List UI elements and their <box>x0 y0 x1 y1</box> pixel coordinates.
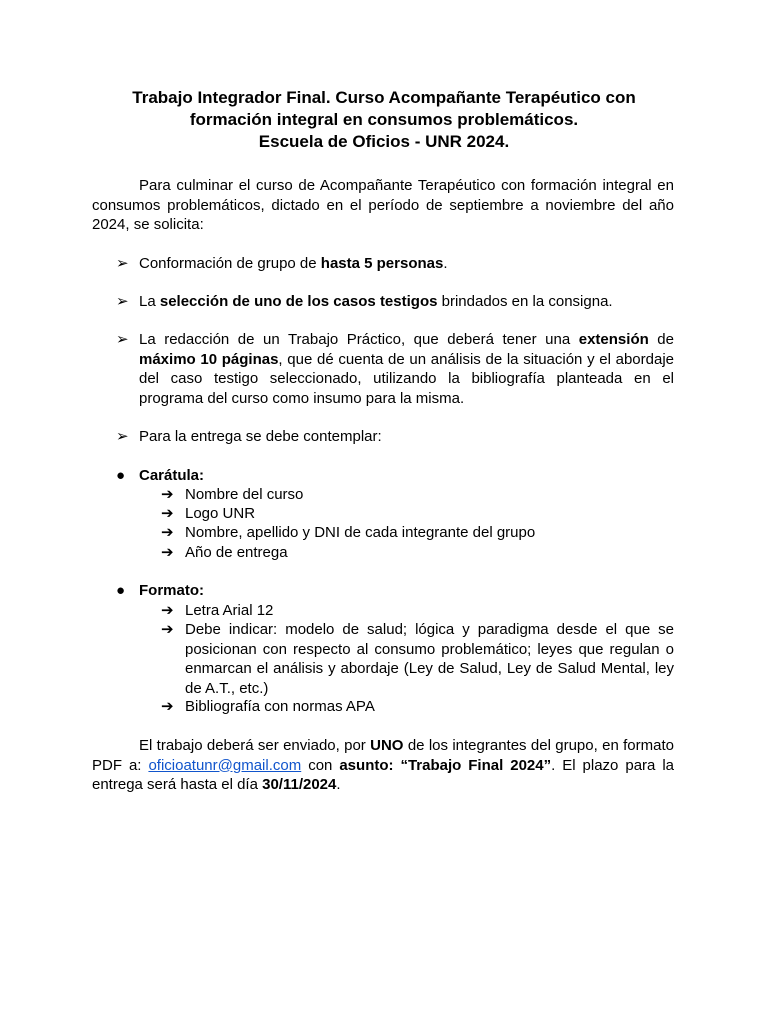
closing-paragraph: El trabajo deberá ser enviado, por UNO de los integrantes del grupo, en formato PDF a: oficioatunr@gmail.com con asunto: “Trabajo Final 2024”. El plazo para la entrega será hasta el día 30/11/2024. <box>92 737 674 793</box>
arrow-bullet-icon: ➢ <box>116 428 129 445</box>
title-line-3: Escuela de Oficios - UNR 2024. <box>258 132 510 151</box>
email-link[interactable]: oficioatunr@gmail.com <box>148 756 302 774</box>
arrow-bullet-icon: ➢ <box>116 293 129 310</box>
formato-label: Formato: <box>139 582 204 599</box>
title-line-1: Trabajo Integrador Final. Curso Acompañante Terapéutico con <box>132 88 636 107</box>
arrow-right-icon: ➔ <box>161 524 174 541</box>
arrow-right-icon: ➔ <box>161 505 174 522</box>
arrow-right-icon: ➔ <box>161 602 174 619</box>
arrow-right-icon: ➔ <box>161 486 174 503</box>
arrow-right-icon: ➔ <box>161 698 174 715</box>
title-line-2: formación integral en consumos problemáticos. <box>189 110 579 129</box>
arrow-bullet-icon: ➢ <box>116 331 129 348</box>
document-title <box>92 87 676 153</box>
arrow-bullet-icon: ➢ <box>116 255 129 272</box>
caratula-label: Carátula: <box>139 467 205 484</box>
round-bullet-icon: ● <box>116 582 126 599</box>
intro-paragraph: Para culminar el curso de Acompañante Terapéutico con formación integral en consumos problemáticos, dictado en el período de septiembre a noviembre del año 2024, se solicita: <box>92 177 674 233</box>
arrow-right-icon: ➔ <box>161 544 174 561</box>
document-page: Trabajo Integrador Final. Curso Acompañante Terapéutico con formación integral en consumos problemáticos. Escuela de Oficios - UNR 2024. Para culminar el curso de Acompañante Terapéutico con formación integral en consumos problemáticos, dictado en el período de septiembre a noviembre del año 2024, se solicita: ➢ Conformación de grupo de hasta 5 personas. ➢ La selección de uno de los casos testigos brindados en la consigna. ➢ La redacción de un Trabajo Práctico, que deberá tener una extensión de máximo 10 páginas, que dé cuenta de un análisis de la situación y el abordaje del caso testigo seleccionado, utilizando la bibliografía planteada en el programa del curso como insumo para la misma. ➢ Para la entrega se debe contemplar: ● Carátula: ➔ Nombre del curso ➔ Logo UNR ➔ Nombre, apellido y DNI de cada integrante del grupo ➔ Año de entrega ● Formato: ➔ Letra Arial 12 ➔ Debe indicar: modelo de salud; lógica y paradigma desde el que se posicionan con respecto al consumo problemático; leyes que regulan o enmarcan el análisis y abordaje (Ley de Salud, Ley de Salud Mental, ley de A.T., etc.) ➔ Bibliografía con normas APA El trabajo deberá ser enviado, por UNO de los integrantes del grupo, en formato PDF a: oficioatunr@gmail.com con asunto: “Trabajo Final 2024”. El plazo para la entrega será hasta el día 30/11/2024. <box>92 88 674 793</box>
arrow-right-icon: ➔ <box>161 621 174 638</box>
round-bullet-icon: ● <box>116 467 126 484</box>
